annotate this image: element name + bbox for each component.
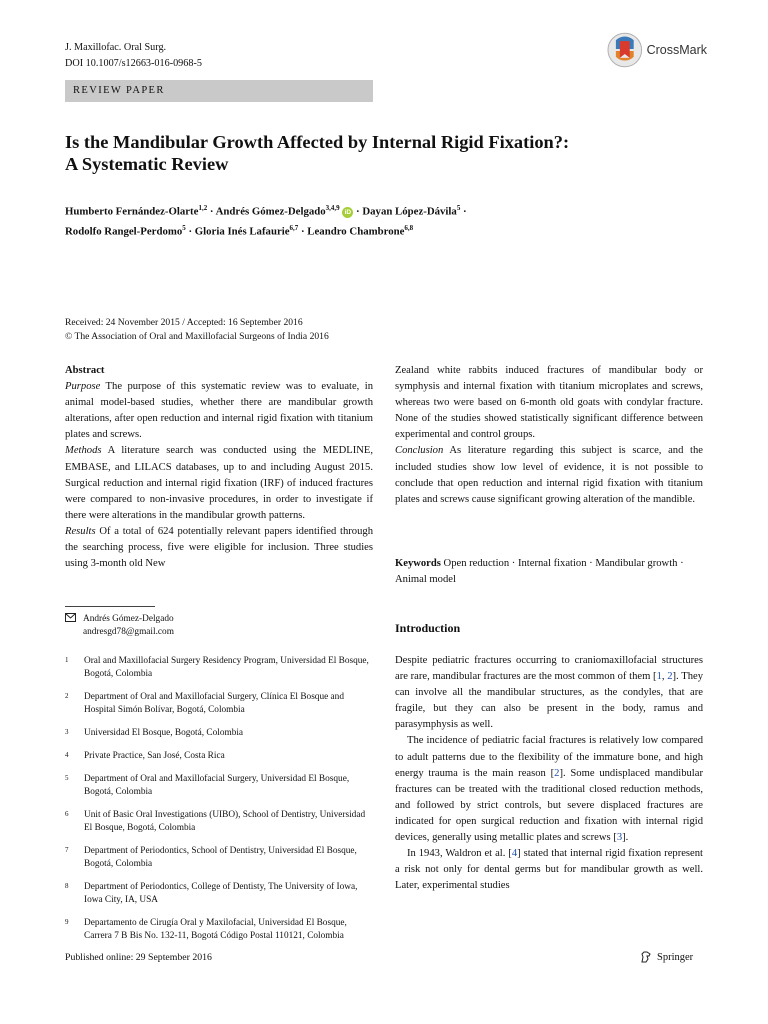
affiliation-number: 3 <box>65 728 69 736</box>
abstract-purpose <box>65 379 373 443</box>
results-label: Results <box>65 525 96 537</box>
affiliation-item <box>65 750 373 763</box>
journal-name: J. Maxillofac. Oral Surg. <box>65 42 167 53</box>
introduction-heading: Introduction <box>395 621 461 635</box>
methods-text: A literature search was conducted using the MEDLINE, EMBASE, and LILACS databases, up to and including August 2015. Surgical reduction and internal rigid fixation (IRF) of induced fractures were compared to non-invasive procedures, in order to investigate if there were alterations in the mandibular growth patterns. <box>65 445 373 521</box>
keywords <box>395 556 703 588</box>
intro-paragraph <box>395 653 703 733</box>
intro-text: ]. <box>622 832 629 844</box>
author-separator: · <box>298 225 308 238</box>
orcid-icon[interactable]: iD <box>342 207 353 218</box>
crossmark-label: CrossMark <box>646 43 707 57</box>
affiliation-number: 5 <box>65 774 69 782</box>
results-text: Of a total of 624 potentially relevant papers identified through the searching process, five were eligible for inclusion. Three studies using 3-month old New <box>65 525 373 570</box>
doi[interactable]: DOI 10.1007/s12663-016-0968-5 <box>65 58 202 69</box>
intro-text: ]. Some undisplaced mandibular fractures can be treated with the traditional closed reduction methods, and followed by strict controls, but severe displaced fractures are indicated for open surgical reduction and fixation with internal rigid devices, generally using metallic plates and screws [ <box>395 767 703 844</box>
affiliation-item <box>65 917 373 943</box>
correspondence-name: Andrés Gómez-Delgado <box>83 614 174 624</box>
affiliation-text: Unit of Basic Oral Investigations (UIBO), School of Dentistry, Universidad El Bosque, Bogotá, Colombia <box>84 810 366 833</box>
affiliation-number: 4 <box>65 751 69 759</box>
affiliation-item <box>65 845 373 871</box>
affiliation-number: 6 <box>65 810 69 818</box>
conclusion-text: As literature regarding this subject is scarce, and the included studies show low level of evidence, it is not possible to conclude that open reduction and internal rigid fixation with titanium plates and screws cause significant growing alteration of the mandible. <box>395 445 703 505</box>
methods-label: Methods <box>65 445 102 457</box>
citation-link[interactable]: 2 <box>554 767 560 779</box>
affiliation-text: Department of Oral and Maxillofacial Surgery, Clínica El Bosque and Hospital Simón Bolívar, Bogotá, Colombia <box>84 692 344 715</box>
affiliation-text: Departamento de Cirugía Oral y Maxilofacial, Universidad El Bosque, Carrera 7 B Bis No. 132-11, Bogotá Código Postal 110121, Colombia <box>84 918 347 941</box>
citation-link[interactable]: 1 <box>656 671 662 683</box>
abstract-heading: Abstract <box>65 365 105 376</box>
conclusion-label: Conclusion <box>395 445 444 457</box>
citation-link[interactable]: 2 <box>667 671 673 683</box>
received-accepted: Received: 24 November 2015 / Accepted: 16 September 2016 <box>65 317 303 328</box>
publisher-name: Springer <box>657 951 694 963</box>
springer-horse-icon <box>639 950 653 964</box>
intro-text: Despite pediatric fractures occurring to craniomaxillofacial structures are rare, mandibular fractures are the most common of them [ <box>395 655 703 683</box>
intro-paragraph <box>395 733 703 846</box>
affiliation-text: Private Practice, San José, Costa Rica <box>84 751 225 761</box>
author-name[interactable]: Humberto Fernández-Olarte <box>65 205 199 218</box>
intro-text: The incidence of pediatric facial fractures is relatively low compared to adult patterns due to the flexibility of the immature bone, and high energy trauma is the main reason [ <box>395 735 703 779</box>
author-name[interactable]: Leandro Chambrone <box>307 225 405 238</box>
crossmark-icon <box>607 32 643 68</box>
author-name[interactable]: Dayan López-Dávila <box>362 205 457 218</box>
purpose-text: The purpose of this systematic review was to evaluate, in animal model-based studies, whether there are mandibular growth alterations, after open reduction and internal rigid fixation with titanium plates and screws. <box>65 381 373 441</box>
affiliation-number: 8 <box>65 882 69 890</box>
affiliation-list <box>65 655 373 953</box>
author-affil-sup: 3,4,9 <box>325 204 340 212</box>
keywords-text: Open reduction · Internal fixation · Mandibular growth · Animal model <box>395 558 684 585</box>
affiliation-number: 2 <box>65 692 69 700</box>
keywords-label: Keywords <box>395 558 441 569</box>
affiliation-number: 7 <box>65 846 69 854</box>
author-list <box>65 200 705 240</box>
affiliation-item <box>65 727 373 740</box>
footnote-divider <box>65 606 155 607</box>
correspondence-email[interactable]: andresgd78@gmail.com <box>83 627 174 637</box>
intro-paragraph <box>395 846 703 894</box>
envelope-icon <box>65 613 77 639</box>
author-name[interactable]: Rodolfo Rangel-Perdomo <box>65 225 183 238</box>
introduction-body <box>395 653 703 894</box>
affiliation-item <box>65 809 373 835</box>
affiliation-text: Department of Periodontics, College of Dentisty, The University of Iowa, Iowa City, IA, USA <box>84 882 358 905</box>
intro-text: ] stated that internal rigid fixation represent a risk not only for dental germs but for mandibular growth as well. Later, experimental studies <box>395 848 703 892</box>
affiliation-text: Universidad El Bosque, Bogotá, Colombia <box>84 728 244 738</box>
author-affil-sup: 6,7 <box>289 224 299 233</box>
author-affil-sup: 6,8 <box>404 224 414 233</box>
affiliation-number: 1 <box>65 656 69 664</box>
abstract-right-column <box>395 363 703 508</box>
title-line-2: A Systematic Review <box>65 154 229 174</box>
abstract-results <box>65 524 373 572</box>
abstract-left-column <box>65 363 373 572</box>
crossmark-badge[interactable] <box>607 30 707 70</box>
article-title <box>65 131 715 175</box>
author-name[interactable]: Gloria Inés Lafaurie <box>194 225 290 238</box>
author-separator: · <box>353 205 363 218</box>
author-separator: · <box>185 225 195 238</box>
citation-link[interactable]: 4 <box>511 848 518 860</box>
affiliation-text: Oral and Maxillofacial Surgery Residency Program, Universidad El Bosque, Bogotá, Colombia <box>84 656 369 679</box>
citation-link[interactable]: 3 <box>616 832 623 844</box>
affiliation-number: 9 <box>65 918 69 926</box>
correspondence <box>65 613 373 639</box>
affiliation-text: Department of Oral and Maxillofacial Surgery, Universidad El Bosque, Bogotá, Colombia <box>84 774 350 797</box>
author-name[interactable]: Andrés Gómez-Delgado <box>215 205 326 218</box>
publisher-logo <box>639 950 693 964</box>
intro-text: , <box>661 671 668 683</box>
journal-header <box>65 40 202 72</box>
affiliation-text: Department of Periodontics, School of Dentistry, Universidad El Bosque, Bogotá, Colombia <box>84 846 357 869</box>
abstract-methods <box>65 443 373 523</box>
abstract-conclusion <box>395 443 703 507</box>
publication-dates <box>65 316 329 343</box>
affiliation-item <box>65 655 373 681</box>
title-line-1: Is the Mandibular Growth Affected by Internal Rigid Fixation?: <box>65 132 570 152</box>
published-online: Published online: 29 September 2016 <box>65 952 212 963</box>
results-continued: Zealand white rabbits induced fractures of mandibular body or symphysis and internal fixation with titanium microplates and screws, whereas two were based on 6-month old goats with condylar fracture. None of the studies showed statistically significant difference between experimental and control groups. <box>395 365 703 441</box>
author-affil-sup: 5 <box>456 204 461 212</box>
author-separator: · <box>207 205 216 218</box>
section-banner: REVIEW PAPER <box>65 80 373 102</box>
copyright: © The Association of Oral and Maxillofacial Surgeons of India 2016 <box>65 330 329 342</box>
affiliation-item <box>65 691 373 717</box>
affiliation-item <box>65 773 373 799</box>
intro-text: In 1943, Waldron et al. [ <box>407 848 512 860</box>
purpose-label: Purpose <box>65 381 101 393</box>
intro-text: ]. They can involve all the mandibular structures, as the condyles, that are fragile, but they can also be present in the body, ramus and parasymphysis as well. <box>395 671 703 731</box>
author-separator: · <box>460 205 467 218</box>
affiliation-item <box>65 881 373 907</box>
author-affil-sup: 1,2 <box>198 204 208 212</box>
author-affil-sup: 5 <box>182 224 186 233</box>
